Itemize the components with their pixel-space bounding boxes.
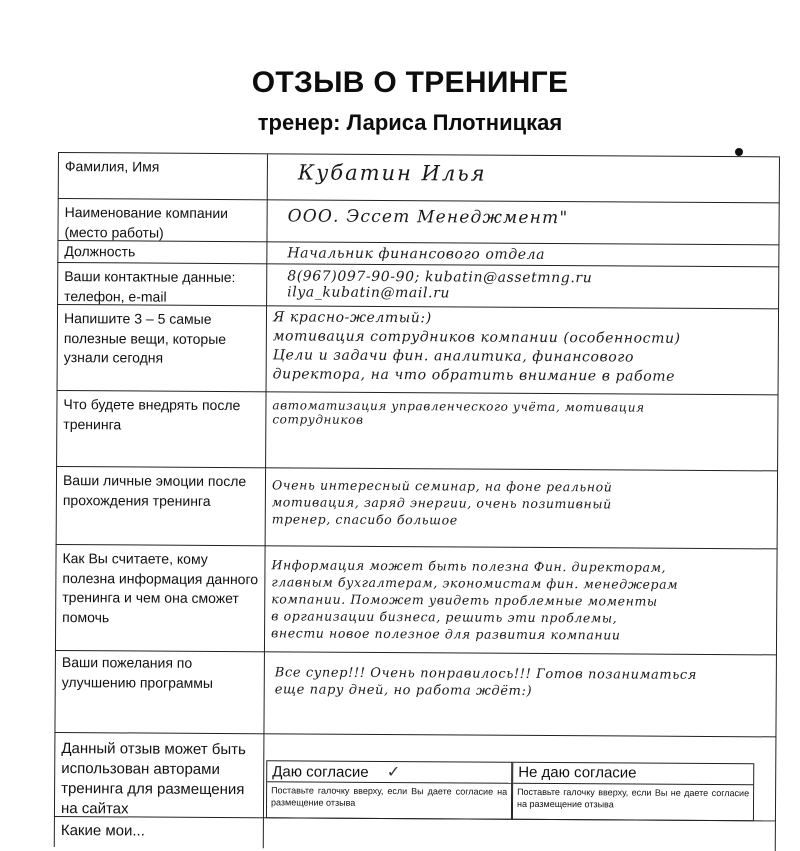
table-row-cutoff [54, 816, 776, 851]
contacts-field[interactable]: 8(967)097-90-90; kubatin@assetmng.ru ilya_kubatin@mail.ru [267, 264, 779, 309]
table-row-emotions [56, 466, 778, 549]
position-field[interactable]: Начальник финансового отдела [267, 242, 779, 267]
consent-agree-note: Поставьте галочку вверху, если Вы даете согласие на размещение отзыва [271, 785, 508, 808]
check-icon[interactable]: ✓ [386, 762, 401, 782]
page-title: ОТЗЫВ О ТРЕНИНГЕ [251, 66, 569, 99]
table-row-contacts [57, 262, 779, 309]
table-row-suggestions [54, 650, 776, 737]
company-field[interactable]: ООО. Эссет Менеджмент" [267, 200, 779, 245]
consent-agree-header [267, 761, 511, 783]
useful-things-field[interactable]: Я красно-желтый:) мотивация сотрудников компании (особенности) Цели и задачи фин. аналитика, финансового директора, на что обратить внимание в работе [267, 306, 780, 395]
table-row-company [57, 198, 779, 245]
field-label: Ваши личные эмоции после прохождения тренинга [56, 467, 266, 546]
implement-field[interactable]: автоматизация управленческого учёта, мотивация сотрудников [266, 392, 778, 471]
field-label: Какие мои... [54, 817, 264, 848]
field-label: Должность [57, 241, 267, 264]
usefulness-field[interactable]: Информация может быть полезна Фин. директорам, главным бухгалтерам, экономистам фин. менеджерам компании. Поможет увидеть проблемные моменты в организации бизнеса, решить эти проблемы, внести новое полезное для развития компании [265, 546, 778, 655]
field-label: Ваши пожелания по улучшению программы [54, 651, 264, 734]
consent-disagree-header [513, 763, 753, 785]
ink-dot [735, 148, 743, 156]
field-label: Данный отзыв может быть использован авторами тренинга для размещения на сайтах [54, 733, 265, 818]
consent-disagree-label: Не даю согласие [518, 763, 637, 782]
field-label: Что будете внедрять после тренинга [56, 391, 266, 468]
cutoff-cell[interactable] [264, 818, 776, 851]
table-row-implement [56, 390, 778, 471]
field-label: Напишите 3 – 5 самые полезные вещи, которые узнали сегодня [57, 305, 268, 392]
field-label: Как Вы считаете, кому полезна информация данного тренинга и чем она сможет помочь [55, 545, 266, 652]
consent-agree-label: Даю согласие [272, 763, 369, 781]
consent-options [264, 760, 776, 821]
field-label: Наименование компании (место работы) [57, 199, 267, 242]
name-field[interactable]: Кубатин Илья [268, 154, 780, 203]
table-row-consent [54, 732, 777, 821]
consent-disagree-note: Поставьте галочку вверху, если Вы не даете согласие на размещение отзыва [516, 786, 750, 810]
consent-disagree-box[interactable] [512, 762, 754, 821]
trainer-subtitle: тренер: Лариса Плотницкая [257, 110, 563, 135]
field-label: Фамилия, Имя [58, 153, 268, 200]
table-row-useful-things [57, 304, 780, 395]
table-row-usefulness [55, 544, 778, 655]
consent-agree-box[interactable] [266, 760, 512, 820]
field-label: Ваши контактные данные: телефон, e-mail [57, 263, 267, 306]
feedback-form-table [54, 152, 780, 840]
suggestions-field[interactable]: Все супер!!! Очень понравилось!!! Готов позаниматься еще пару дней, но работа ждёт:) [264, 652, 776, 737]
emotions-field[interactable]: Очень интересный семинар, на фоне реальной мотивация, заряд энергии, очень позитивный тренер, спасибо большое [266, 468, 778, 549]
table-row-name [58, 152, 780, 203]
